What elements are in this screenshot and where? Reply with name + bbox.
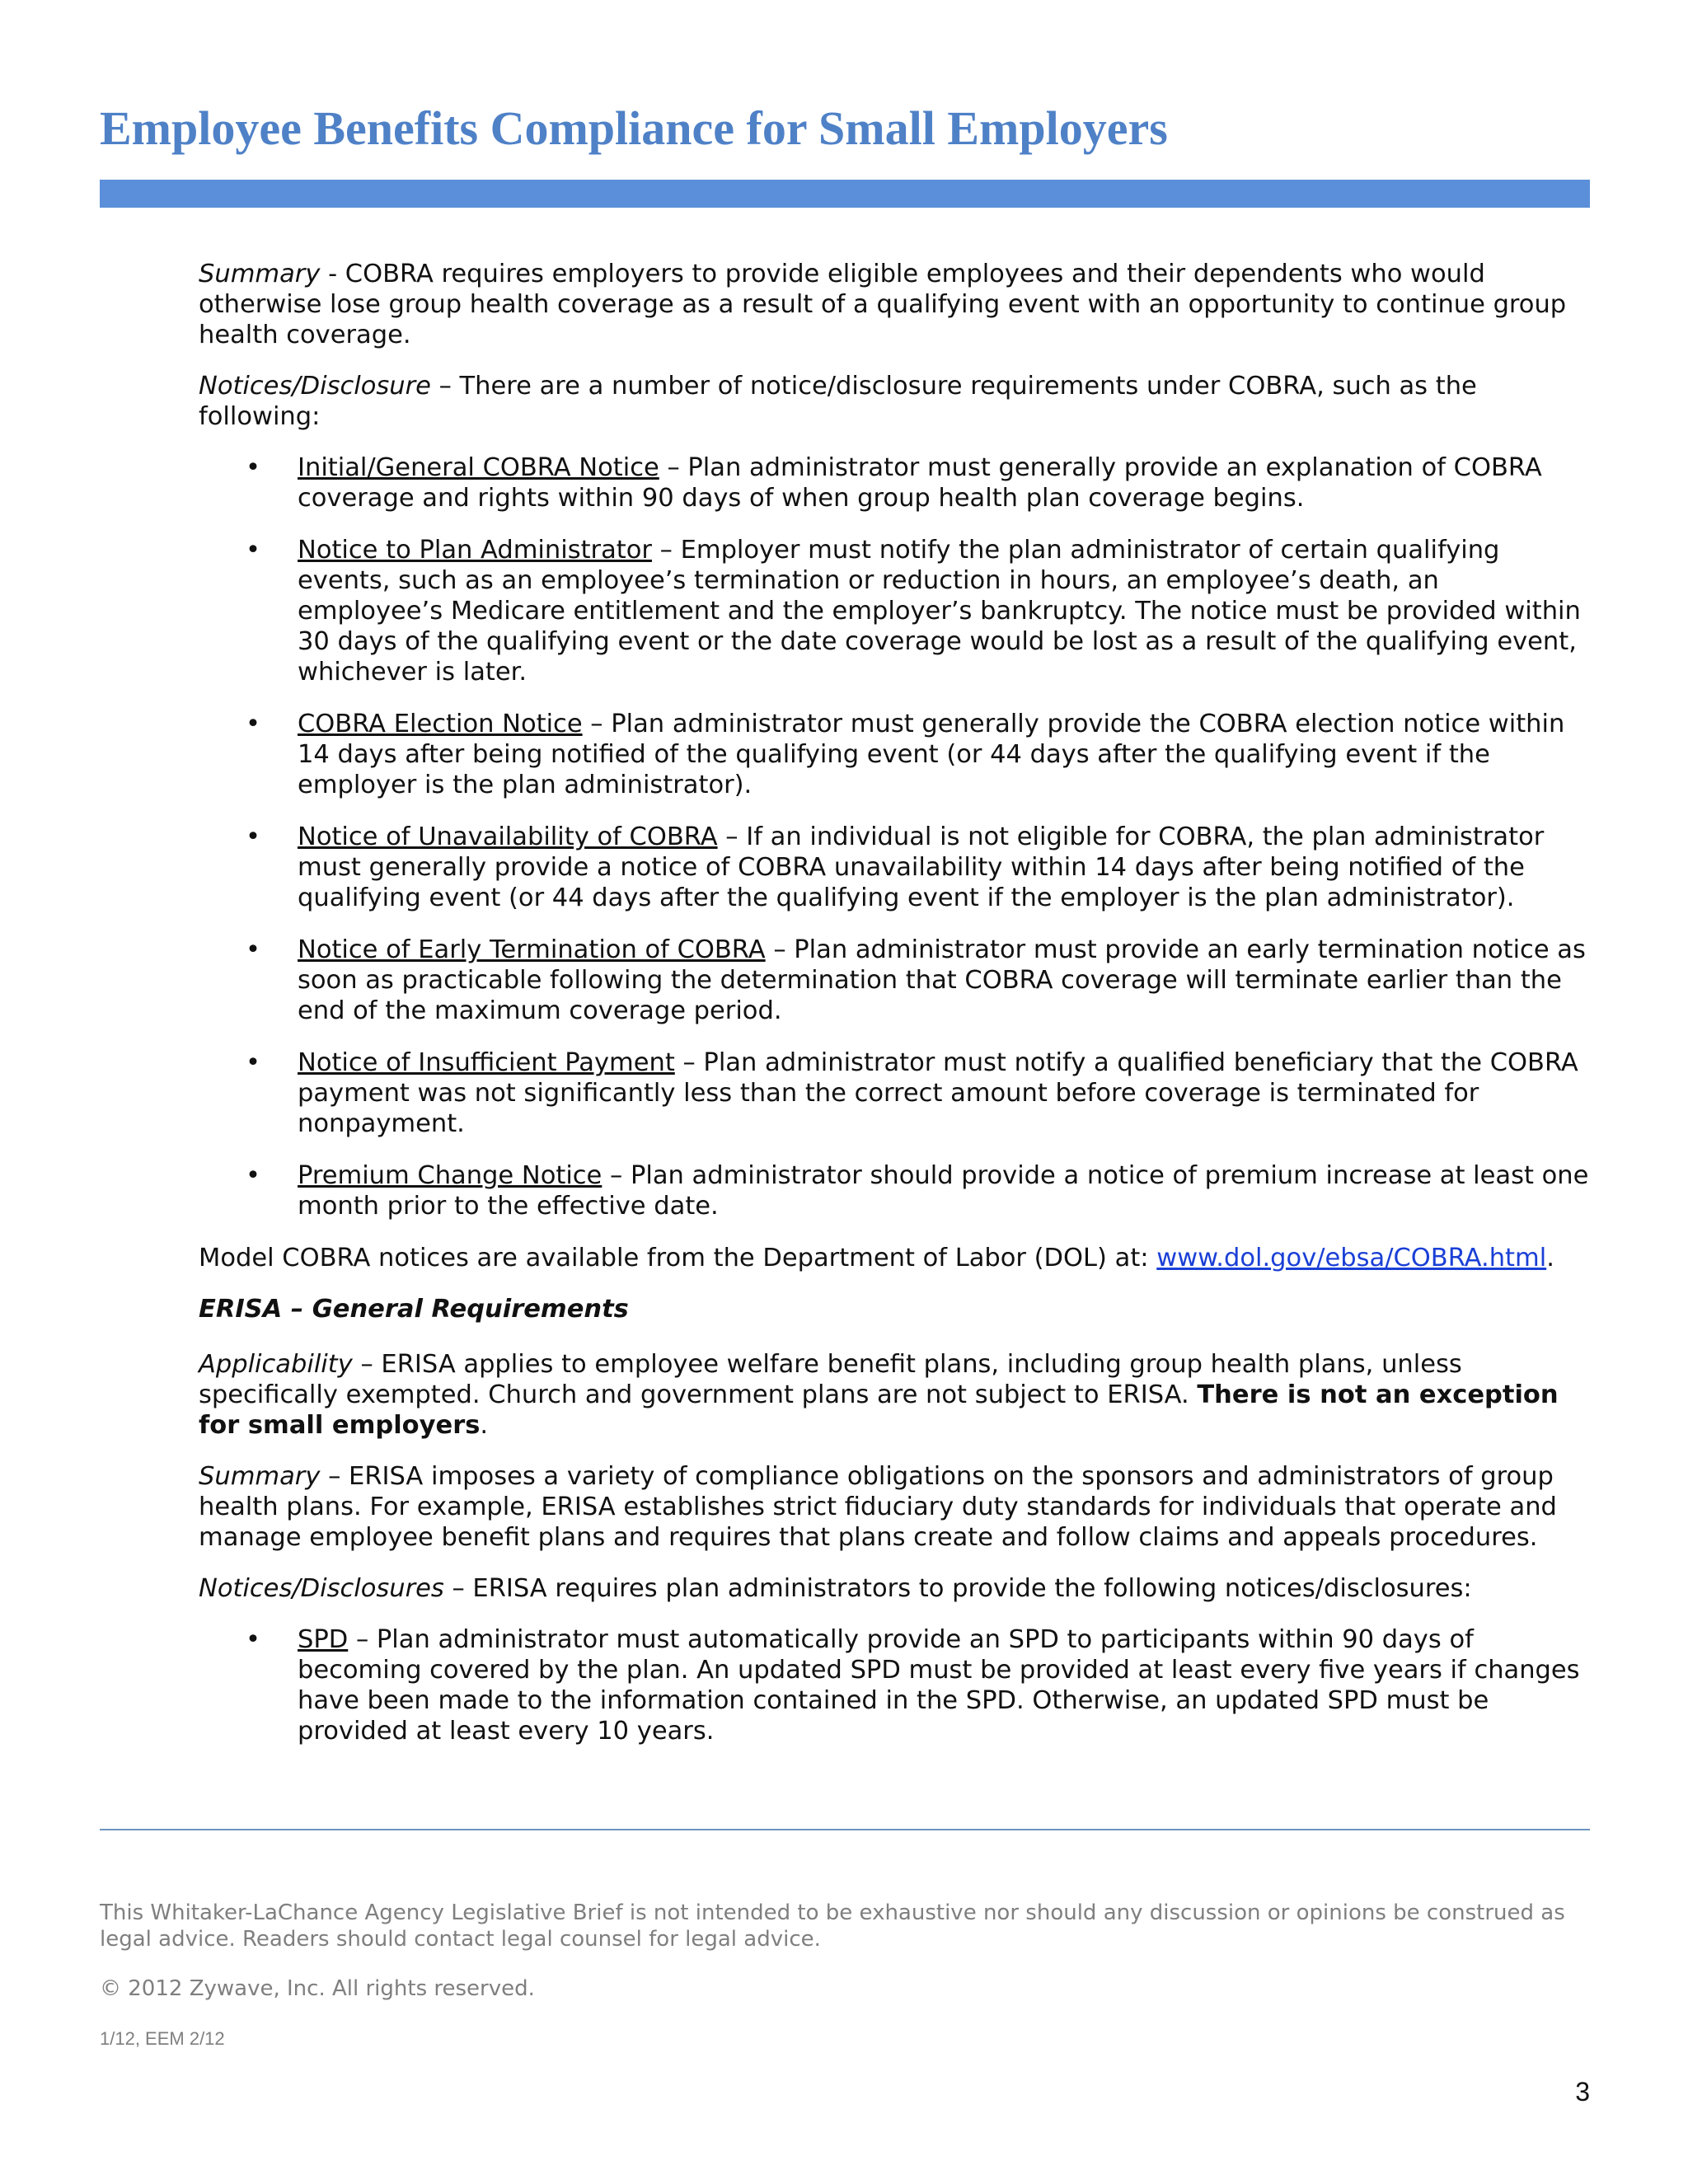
cobra-notices-label: Notices/Disclosure (199, 372, 431, 401)
notice-title: Notice to Plan Administrator (298, 536, 652, 565)
list-item (199, 1160, 1590, 1221)
notice-text: – Employer must notify the plan administrator of certain qualifying events, such as an employee’s termination or reduction in hours, an employee’s death, an employee’s Medicare entitlement and the employer’s bankruptcy. The notice must be provided within 30 days of the qualifying event or the date coverage would be lost as a result of the qualifying event, whichever is later. (298, 536, 1581, 687)
notice-title: SPD (298, 1625, 349, 1654)
erisa-applicability-bold: There is not an exception for small employers (199, 1380, 1559, 1440)
footer-divider (100, 1829, 1590, 1830)
notice-title: Notice of Unavailability of COBRA (298, 823, 718, 851)
cobra-notice-list (199, 452, 1590, 1221)
list-item (199, 935, 1590, 1026)
notice-text: – Plan administrator must provide an early termination notice as soon as practicable following the determination that COBRA coverage will terminate earlier than the end of the maximum coverage period. (298, 935, 1586, 1025)
cobra-summary-label: Summary (199, 260, 321, 288)
list-item (199, 535, 1590, 687)
erisa-notices-label: Notices/Disclosures (199, 1574, 444, 1603)
bullet-icon: • (246, 1161, 260, 1190)
footer-disclaimer: This Whitaker-LaChance Agency Legislative Brief is not intended to be exhaustive nor should any discussion or opinions be construed as legal advice. Readers should contact legal counsel for legal advice. (100, 1900, 1565, 1952)
main-content (199, 259, 1590, 1768)
cobra-summary-paragraph (199, 259, 1590, 350)
erisa-heading: ERISA – General Requirements (199, 1295, 629, 1324)
erisa-applicability-label: Applicability (199, 1350, 353, 1379)
bullet-icon: • (246, 1048, 260, 1077)
footer-document-code: 1/12, EEM 2/12 (100, 2028, 225, 2049)
page-title: Employee Benefits Compliance for Small Employers (100, 101, 1168, 155)
erisa-applicability-paragraph (199, 1349, 1590, 1441)
notice-text: – If an individual is not eligible for COBRA, the plan administrator must generally provide a notice of COBRA unavailability within 14 days after being notified of the qualifying event (or 44 days after the qualifying event if the employer is the plan administrator). (298, 823, 1545, 912)
page-number: 3 (1575, 2077, 1590, 2107)
notice-title: Notice of Early Termination of COBRA (298, 935, 766, 964)
footer-copyright: © 2012 Zywave, Inc. All rights reserved. (100, 1976, 535, 2001)
list-item (199, 1624, 1590, 1746)
list-item (199, 1047, 1590, 1139)
notice-text: – Plan administrator must generally provide the COBRA election notice within 14 days after being notified of the qualifying event (or 44 days after the qualifying event if the employer is the plan administrator). (298, 710, 1565, 799)
cobra-notices-intro (199, 371, 1590, 432)
notice-title: Initial/General COBRA Notice (298, 453, 659, 482)
bullet-icon: • (246, 453, 260, 482)
erisa-summary-text: – ERISA imposes a variety of compliance obligations on the sponsors and administrators of group health plans. For example, ERISA establishes strict fiduciary duty standards for individuals that operate and manage employee benefit plans and requires that plans create and follow claims and appeals procedures. (199, 1462, 1557, 1552)
erisa-applicability-end: . (480, 1411, 489, 1440)
erisa-notice-list (199, 1624, 1590, 1746)
cobra-summary-text: - COBRA requires employers to provide eligible employees and their dependents who would otherwise lose group health coverage as a result of a qualifying event with an opportunity to continue group health coverage. (199, 260, 1567, 349)
title-accent-bar (100, 180, 1590, 208)
bullet-icon: • (246, 1625, 260, 1654)
model-notices-text: Model COBRA notices are available from the Department of Labor (DOL) at: (199, 1244, 1157, 1272)
notice-title: Notice of Insufficient Payment (298, 1048, 675, 1077)
erisa-applicability-text: – ERISA applies to employee welfare benefit plans, including group health plans, unless specifically exempted. Church and government plans are not subject to ERISA. (199, 1350, 1462, 1409)
erisa-summary-paragraph (199, 1461, 1590, 1553)
bullet-icon: • (246, 823, 260, 851)
dol-cobra-link[interactable]: www.dol.gov/ebsa/COBRA.html (1156, 1244, 1547, 1272)
notice-text: – Plan administrator must generally provide an explanation of COBRA coverage and rights within 90 days of when group health plan coverage begins. (298, 453, 1542, 513)
bullet-icon: • (246, 536, 260, 565)
cobra-notices-intro-text: – There are a number of notice/disclosure requirements under COBRA, such as the following: (199, 372, 1477, 431)
notice-title: Premium Change Notice (298, 1161, 603, 1190)
notice-text: – Plan administrator must automatically provide an SPD to participants within 90 days of becoming covered by the plan. An updated SPD must be provided at least every five years if changes have been made to the information contained in the SPD. Otherwise, an updated SPD must be provided at least every 10 years. (298, 1625, 1580, 1746)
erisa-summary-label: Summary (199, 1462, 321, 1491)
notice-title: COBRA Election Notice (298, 710, 583, 738)
list-item (199, 452, 1590, 513)
erisa-notices-intro (199, 1573, 1590, 1604)
list-item (199, 709, 1590, 800)
model-notices-paragraph (199, 1243, 1590, 1273)
bullet-icon: • (246, 710, 260, 738)
list-item (199, 822, 1590, 913)
model-notices-end: . (1546, 1244, 1554, 1272)
bullet-icon: • (246, 935, 260, 964)
notice-text: – Plan administrator should provide a notice of premium increase at least one month prior to the effective date. (298, 1161, 1589, 1221)
erisa-notices-intro-text: – ERISA requires plan administrators to provide the following notices/disclosures: (443, 1574, 1472, 1603)
notice-text: – Plan administrator must notify a qualified beneficiary that the COBRA payment was not significantly less than the correct amount before coverage is terminated for nonpayment. (298, 1048, 1578, 1138)
